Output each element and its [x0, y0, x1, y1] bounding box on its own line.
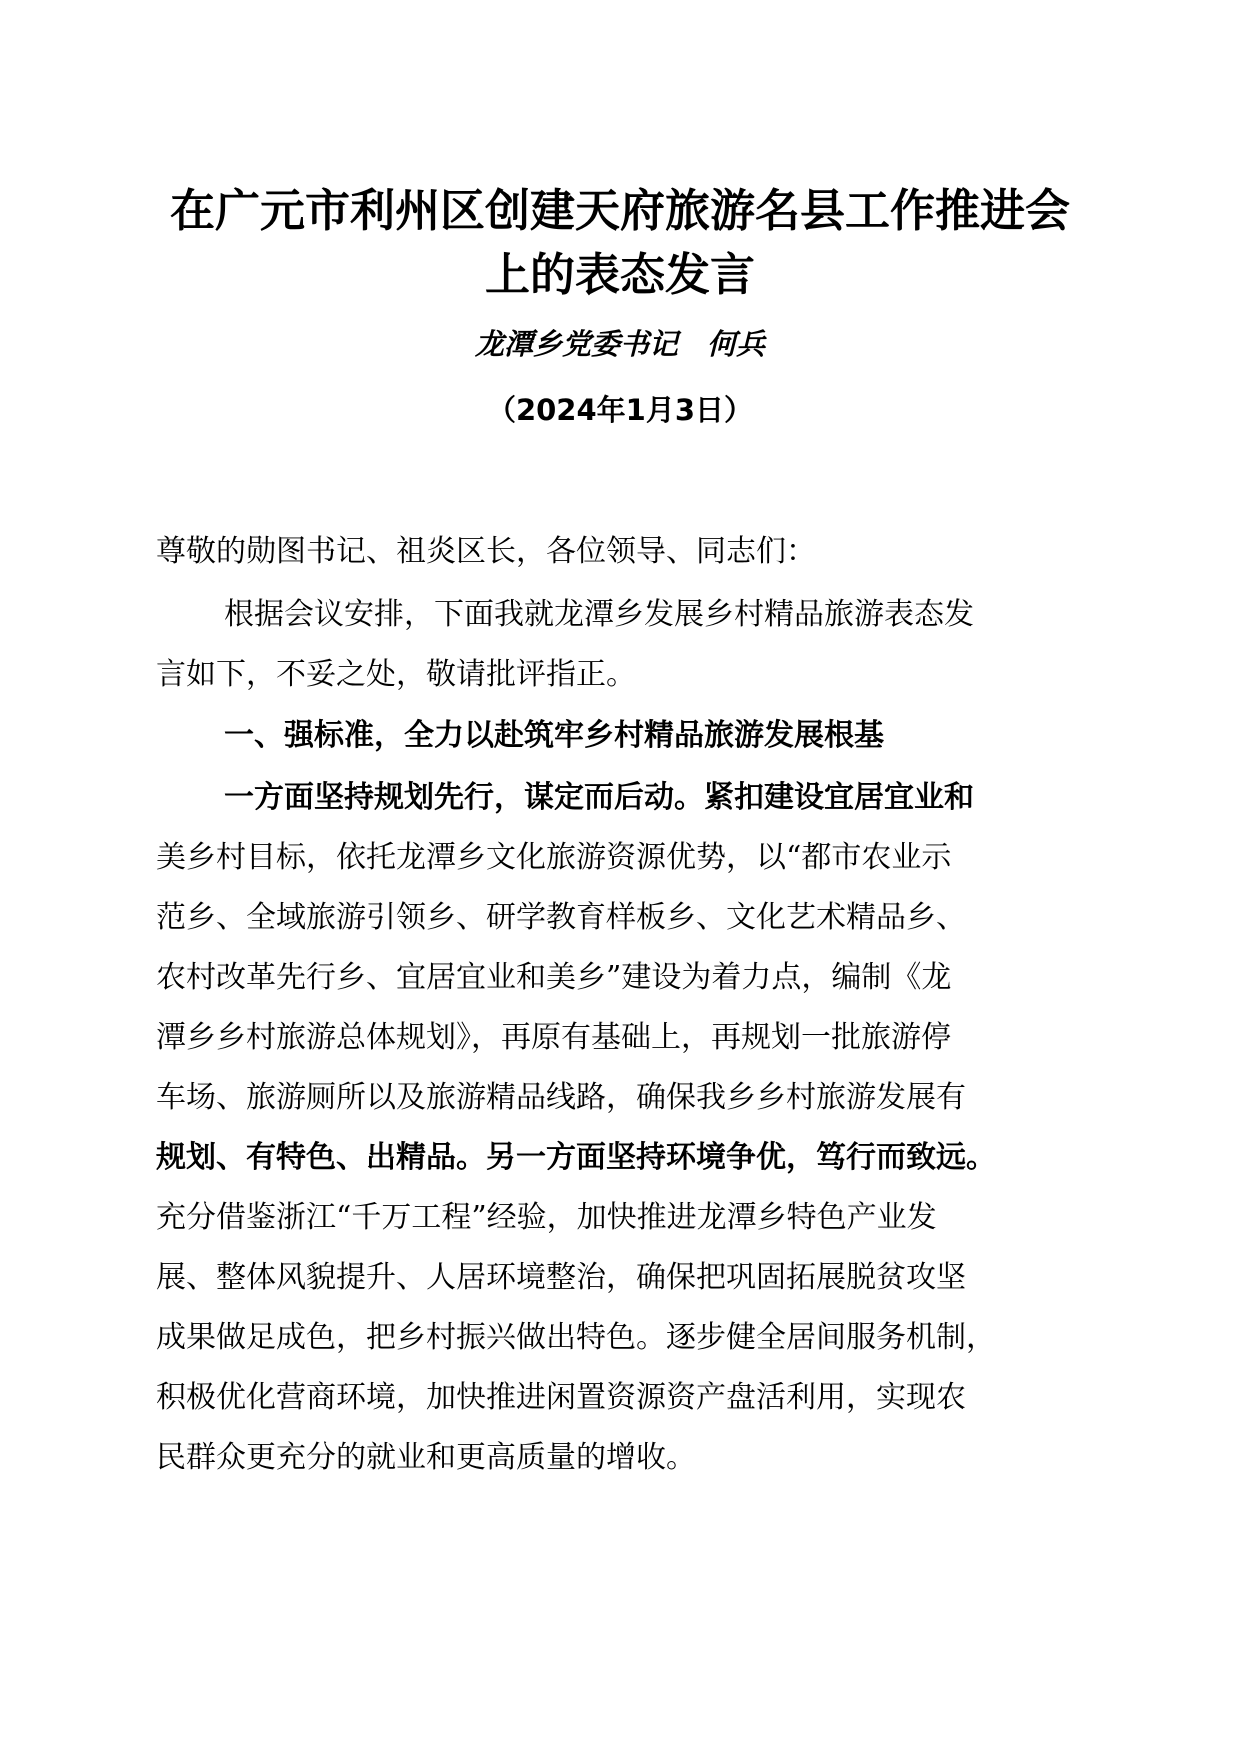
- body-line: 规划、有特色、出精品。另一方面坚持环境争优，笃行而致远。: [156, 1140, 996, 1175]
- body-line: 农村改革先行乡、宜居宜业和美乡”建设为着力点，编制《龙: [156, 960, 952, 995]
- body-line: 车场、旅游厕所以及旅游精品线路，确保我乡乡村旅游发展有: [156, 1080, 966, 1115]
- body-line: 一方面坚持规划先行，谋定而后动。紧扣建设宜居宜业和: [224, 780, 974, 815]
- speech-date: （2024年1月3日）: [486, 393, 754, 427]
- body-line: 积极优化营商环境，加快推进闲置资源资产盘活利用，实现农: [156, 1380, 966, 1415]
- body-line: 展、整体风貌提升、人居环境整治，确保把巩固拓展脱贫攻坚: [156, 1260, 966, 1295]
- author-byline: 龙潭乡党委书记 何兵: [474, 327, 765, 361]
- body-line: 民群众更充分的就业和更高质量的增收。: [156, 1440, 696, 1475]
- body-line: 美乡村目标，依托龙潭乡文化旅游资源优势，以“都市农业示: [156, 840, 952, 875]
- document-title-line1: 在广元市利州区创建天府旅游名县工作推进会: [169, 184, 1070, 237]
- section-heading: 一、强标准，全力以赴筑牢乡村精品旅游发展根基: [224, 718, 884, 753]
- intro-line: 根据会议安排，下面我就龙潭乡发展乡村精品旅游表态发: [224, 597, 974, 632]
- body-line: 潭乡乡村旅游总体规划》，再原有基础上，再规划一批旅游停: [156, 1020, 951, 1055]
- salutation: 尊敬的勋图书记、祖炎区长，各位领导、同志们：: [156, 534, 816, 569]
- body-line: 充分借鉴浙江“千万工程”经验，加快推进龙潭乡特色产业发: [156, 1200, 937, 1235]
- body-line: 范乡、全域旅游引领乡、研学教育样板乡、文化艺术精品乡、: [156, 900, 966, 935]
- intro-line: 言如下，不妥之处，敬请批评指正。: [156, 657, 636, 692]
- body-line: 成果做足成色，把乡村振兴做出特色。逐步健全居间服务机制，: [156, 1320, 996, 1355]
- document-title-line2: 上的表态发言: [484, 248, 755, 301]
